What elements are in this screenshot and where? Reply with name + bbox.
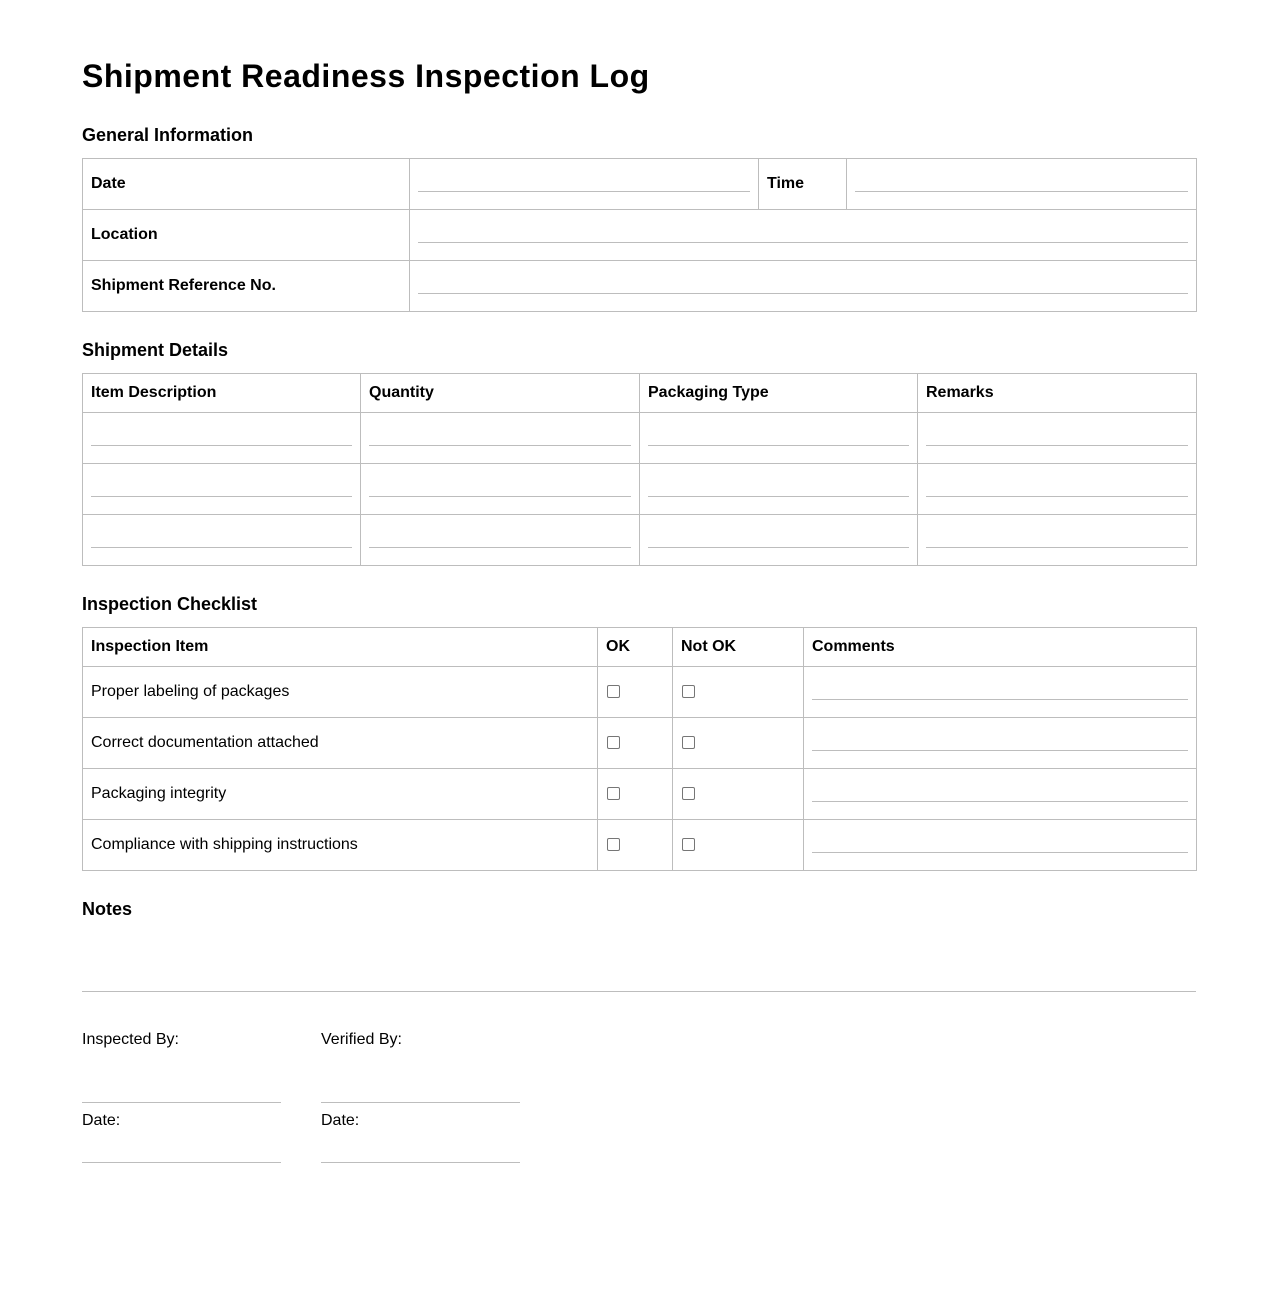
inspection-item-label: Packaging integrity [83, 769, 598, 820]
checklist-row [83, 769, 1197, 820]
section-heading-general-information: General Information [82, 125, 254, 145]
location-label: Location [83, 210, 410, 261]
shipment-reference-field[interactable] [410, 261, 1197, 312]
section-heading-inspection-checklist: Inspection Checklist [82, 594, 258, 614]
not-ok-checkbox[interactable] [682, 685, 695, 698]
input-line[interactable] [812, 699, 1188, 700]
notes-input-line[interactable] [82, 991, 1196, 992]
table-header-row [83, 628, 1197, 667]
input-line[interactable] [369, 496, 631, 497]
not-ok-checkbox[interactable] [682, 736, 695, 749]
item-description-cell[interactable] [83, 464, 361, 515]
date-time-row [83, 159, 1197, 210]
ok-checkbox[interactable] [607, 685, 620, 698]
column-header-inspection-item: Inspection Item [83, 628, 598, 667]
page-title: Shipment Readiness Inspection Log [82, 58, 650, 94]
section-heading-shipment-details: Shipment Details [82, 340, 229, 360]
remarks-cell[interactable] [918, 515, 1197, 566]
input-line[interactable] [926, 445, 1188, 446]
comments-cell[interactable] [804, 718, 1197, 769]
packaging-type-cell[interactable] [640, 464, 918, 515]
verified-by-signature-line[interactable] [321, 1102, 520, 1103]
column-header-ok: OK [598, 628, 673, 667]
reference-row [83, 261, 1197, 312]
comments-cell[interactable] [804, 769, 1197, 820]
time-field[interactable] [847, 159, 1197, 210]
not-ok-checkbox[interactable] [682, 787, 695, 800]
column-header-comments: Comments [804, 628, 1197, 667]
inspection-checklist-table [82, 627, 1197, 871]
input-line[interactable] [812, 801, 1188, 802]
packaging-type-cell[interactable] [640, 413, 918, 464]
table-row [83, 515, 1197, 566]
input-line[interactable] [369, 547, 631, 548]
inspected-date-line[interactable] [82, 1162, 281, 1163]
shipment-reference-input-line[interactable] [418, 293, 1188, 294]
input-line[interactable] [812, 852, 1188, 853]
section-heading-notes: Notes [82, 899, 133, 919]
location-row [83, 210, 1197, 261]
table-row [83, 413, 1197, 464]
quantity-cell[interactable] [361, 464, 640, 515]
checklist-row [83, 718, 1197, 769]
time-input-line[interactable] [855, 191, 1188, 192]
column-header-remarks: Remarks [918, 374, 1197, 413]
item-description-cell[interactable] [83, 515, 361, 566]
packaging-type-cell[interactable] [640, 515, 918, 566]
shipment-details-table [82, 373, 1197, 566]
input-line[interactable] [91, 547, 352, 548]
checklist-row [83, 667, 1197, 718]
input-line[interactable] [648, 445, 909, 446]
remarks-cell[interactable] [918, 464, 1197, 515]
location-field[interactable] [410, 210, 1197, 261]
column-header-not-ok: Not OK [673, 628, 804, 667]
date-label: Date [83, 159, 410, 210]
column-header-packaging-type: Packaging Type [640, 374, 918, 413]
ok-checkbox[interactable] [607, 838, 620, 851]
input-line[interactable] [91, 445, 352, 446]
table-row [83, 464, 1197, 515]
general-information-table [82, 158, 1197, 312]
input-line[interactable] [926, 496, 1188, 497]
inspection-item-label: Correct documentation attached [83, 718, 598, 769]
not-ok-checkbox[interactable] [682, 838, 695, 851]
shipment-reference-label: Shipment Reference No. [83, 261, 410, 312]
quantity-cell[interactable] [361, 515, 640, 566]
inspected-by-label: Inspected By: [82, 1031, 179, 1048]
ok-checkbox[interactable] [607, 787, 620, 800]
ok-checkbox[interactable] [607, 736, 620, 749]
remarks-cell[interactable] [918, 413, 1197, 464]
inspection-item-label: Proper labeling of packages [83, 667, 598, 718]
input-line[interactable] [812, 750, 1188, 751]
inspected-date-label: Date: [82, 1112, 121, 1129]
column-header-item-description: Item Description [83, 374, 361, 413]
input-line[interactable] [91, 496, 352, 497]
inspected-by-signature-line[interactable] [82, 1102, 281, 1103]
inspection-item-label: Compliance with shipping instructions [83, 820, 598, 871]
quantity-cell[interactable] [361, 413, 640, 464]
date-field[interactable] [410, 159, 759, 210]
input-line[interactable] [926, 547, 1188, 548]
verified-date-label: Date: [321, 1112, 360, 1129]
input-line[interactable] [648, 496, 909, 497]
column-header-quantity: Quantity [361, 374, 640, 413]
comments-cell[interactable] [804, 820, 1197, 871]
input-line[interactable] [369, 445, 631, 446]
input-line[interactable] [648, 547, 909, 548]
item-description-cell[interactable] [83, 413, 361, 464]
table-header-row [83, 374, 1197, 413]
comments-cell[interactable] [804, 667, 1197, 718]
verified-date-line[interactable] [321, 1162, 520, 1163]
verified-by-label: Verified By: [321, 1031, 402, 1048]
location-input-line[interactable] [418, 242, 1188, 243]
date-input-line[interactable] [418, 191, 750, 192]
checklist-row [83, 820, 1197, 871]
time-label: Time [759, 159, 847, 210]
